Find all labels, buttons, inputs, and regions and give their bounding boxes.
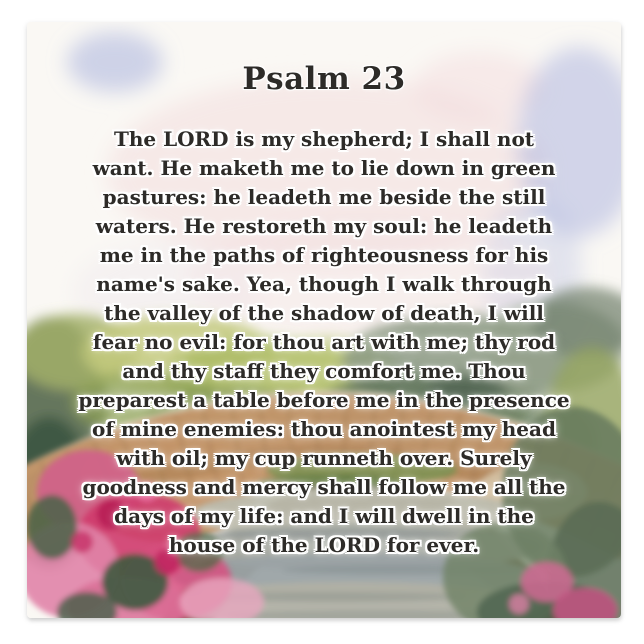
verse-line: pastures: he leadeth me beside the still [102, 185, 546, 209]
verse-line: preparest a table before me in the presence [78, 388, 570, 412]
verse-line: name's sake. Yea, though I walk through [96, 272, 552, 296]
verse-text-block [37, 125, 611, 560]
ceramic-tile [27, 22, 621, 618]
verse-line: fear no evil: for thou art with me; thy rod [92, 330, 556, 354]
verse-line: the valley of the shadow of death, I will [104, 301, 544, 325]
verse-line: days of my life: and I will dwell in the [114, 504, 534, 528]
psalm-title: Psalm 23 [242, 61, 406, 97]
verse-line: of mine enemies: thou anointest my head [92, 417, 556, 441]
verse-line: with oil; my cup runneth over. Surely [116, 446, 532, 470]
verse-line: goodness and mercy shall follow me all the [82, 475, 566, 499]
verse-line: The LORD is my shepherd; I shall not [113, 127, 535, 151]
verse-line: waters. He restoreth my soul: he leadeth [95, 214, 553, 238]
tile-text-layer [27, 22, 621, 618]
verse-line: house of the LORD for ever. [168, 533, 480, 557]
verse-line: me in the paths of righteousness for his [99, 243, 549, 267]
verse-line: and thy staff they comfort me. Thou [122, 359, 526, 383]
verse-line: want. He maketh me to lie down in green [92, 156, 556, 180]
